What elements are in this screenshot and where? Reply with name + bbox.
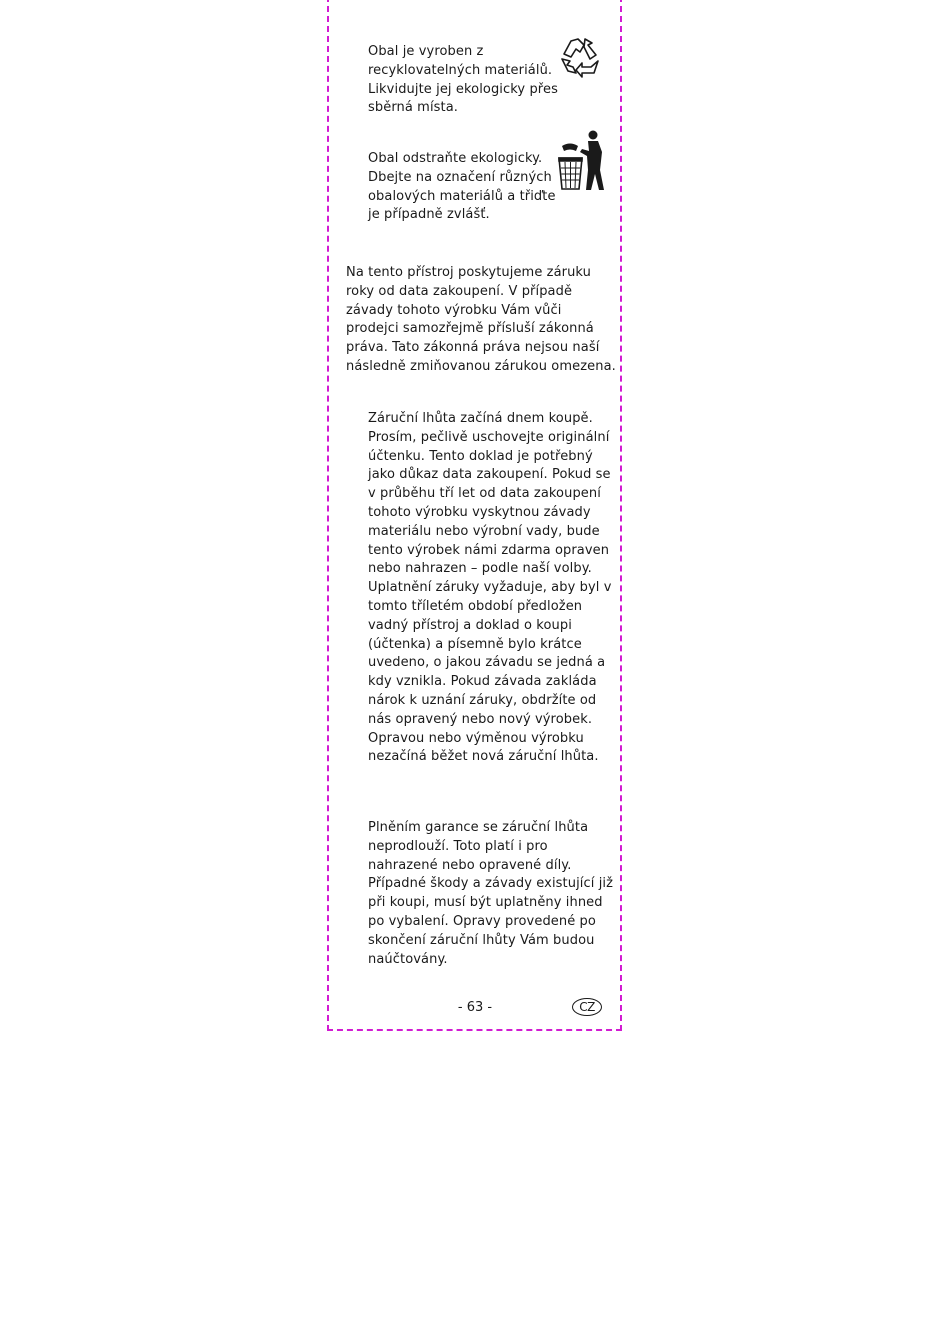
recycling-note: [368, 43, 558, 118]
country-badge: CZ: [572, 998, 602, 1016]
warranty-intro: [346, 264, 616, 377]
warranty-extension: [368, 819, 616, 969]
warranty-period: [368, 410, 616, 767]
packaging-note: [368, 150, 558, 225]
recycling-note-text: Obal je vyroben z recyklovatelných materiálů. Likvidujte jej ekologicky přes sběrná místa.: [368, 44, 558, 116]
warranty-period-text: Záruční lhůta začíná dnem koupě. Prosím, pečlivě uschovejte originální účtenku. Tento doklad je potřebný jako důkaz data zakoupení. Pokud se v průběhu tří let od data zakoupení tohoto výrobku vyskytnou závady materiálu nebo výrobní vady, bude tento výrobek námi zdarma opraven nebo nahrazen – podle naší volby. Uplatnění záruky vyžaduje, aby byl v tomto tříletém období předložen vadný přístroj a doklad o koupi (účtenka) a písemně bylo krátce uvedeno, o jakou závadu se jedná a kdy vznikla. Pokud závada zakláda nárok k uznání záruky, obdržíte od nás opravený nebo nový výrobek. Opravou nebo výměnou výrobku nezačíná běžet nová záruční lhůta.: [368, 411, 612, 765]
page-footer: [0, 998, 950, 1020]
packaging-note-text: Obal odstraňte ekologicky. Dbejte na označení různých obalových materiálů a třiďte je případně zvlášť.: [368, 151, 556, 223]
recycle-icon: [558, 35, 604, 81]
page-number: - 63 -: [457, 1000, 493, 1015]
warranty-extension-text: Plněním garance se záruční lhůta neprodlouží. Toto platí i pro nahrazené nebo opravené díly. Případné škody a závady existující již při koupi, musí být uplatněny ihned po vybalení. Opravy provedené po skončení záruční lhůty Vám budou naúčtovány.: [368, 820, 614, 967]
tidyman-icon: [556, 130, 606, 192]
warranty-intro-text: Na tento přístroj poskytujeme záruku roky od data zakoupení. V případě závady tohoto výrobku Vám vůči prodejci samozřejmě přísluší zákonná práva. Tato zákonná práva nejsou naší následně zmiňovanou zárukou omezena.: [346, 265, 616, 374]
